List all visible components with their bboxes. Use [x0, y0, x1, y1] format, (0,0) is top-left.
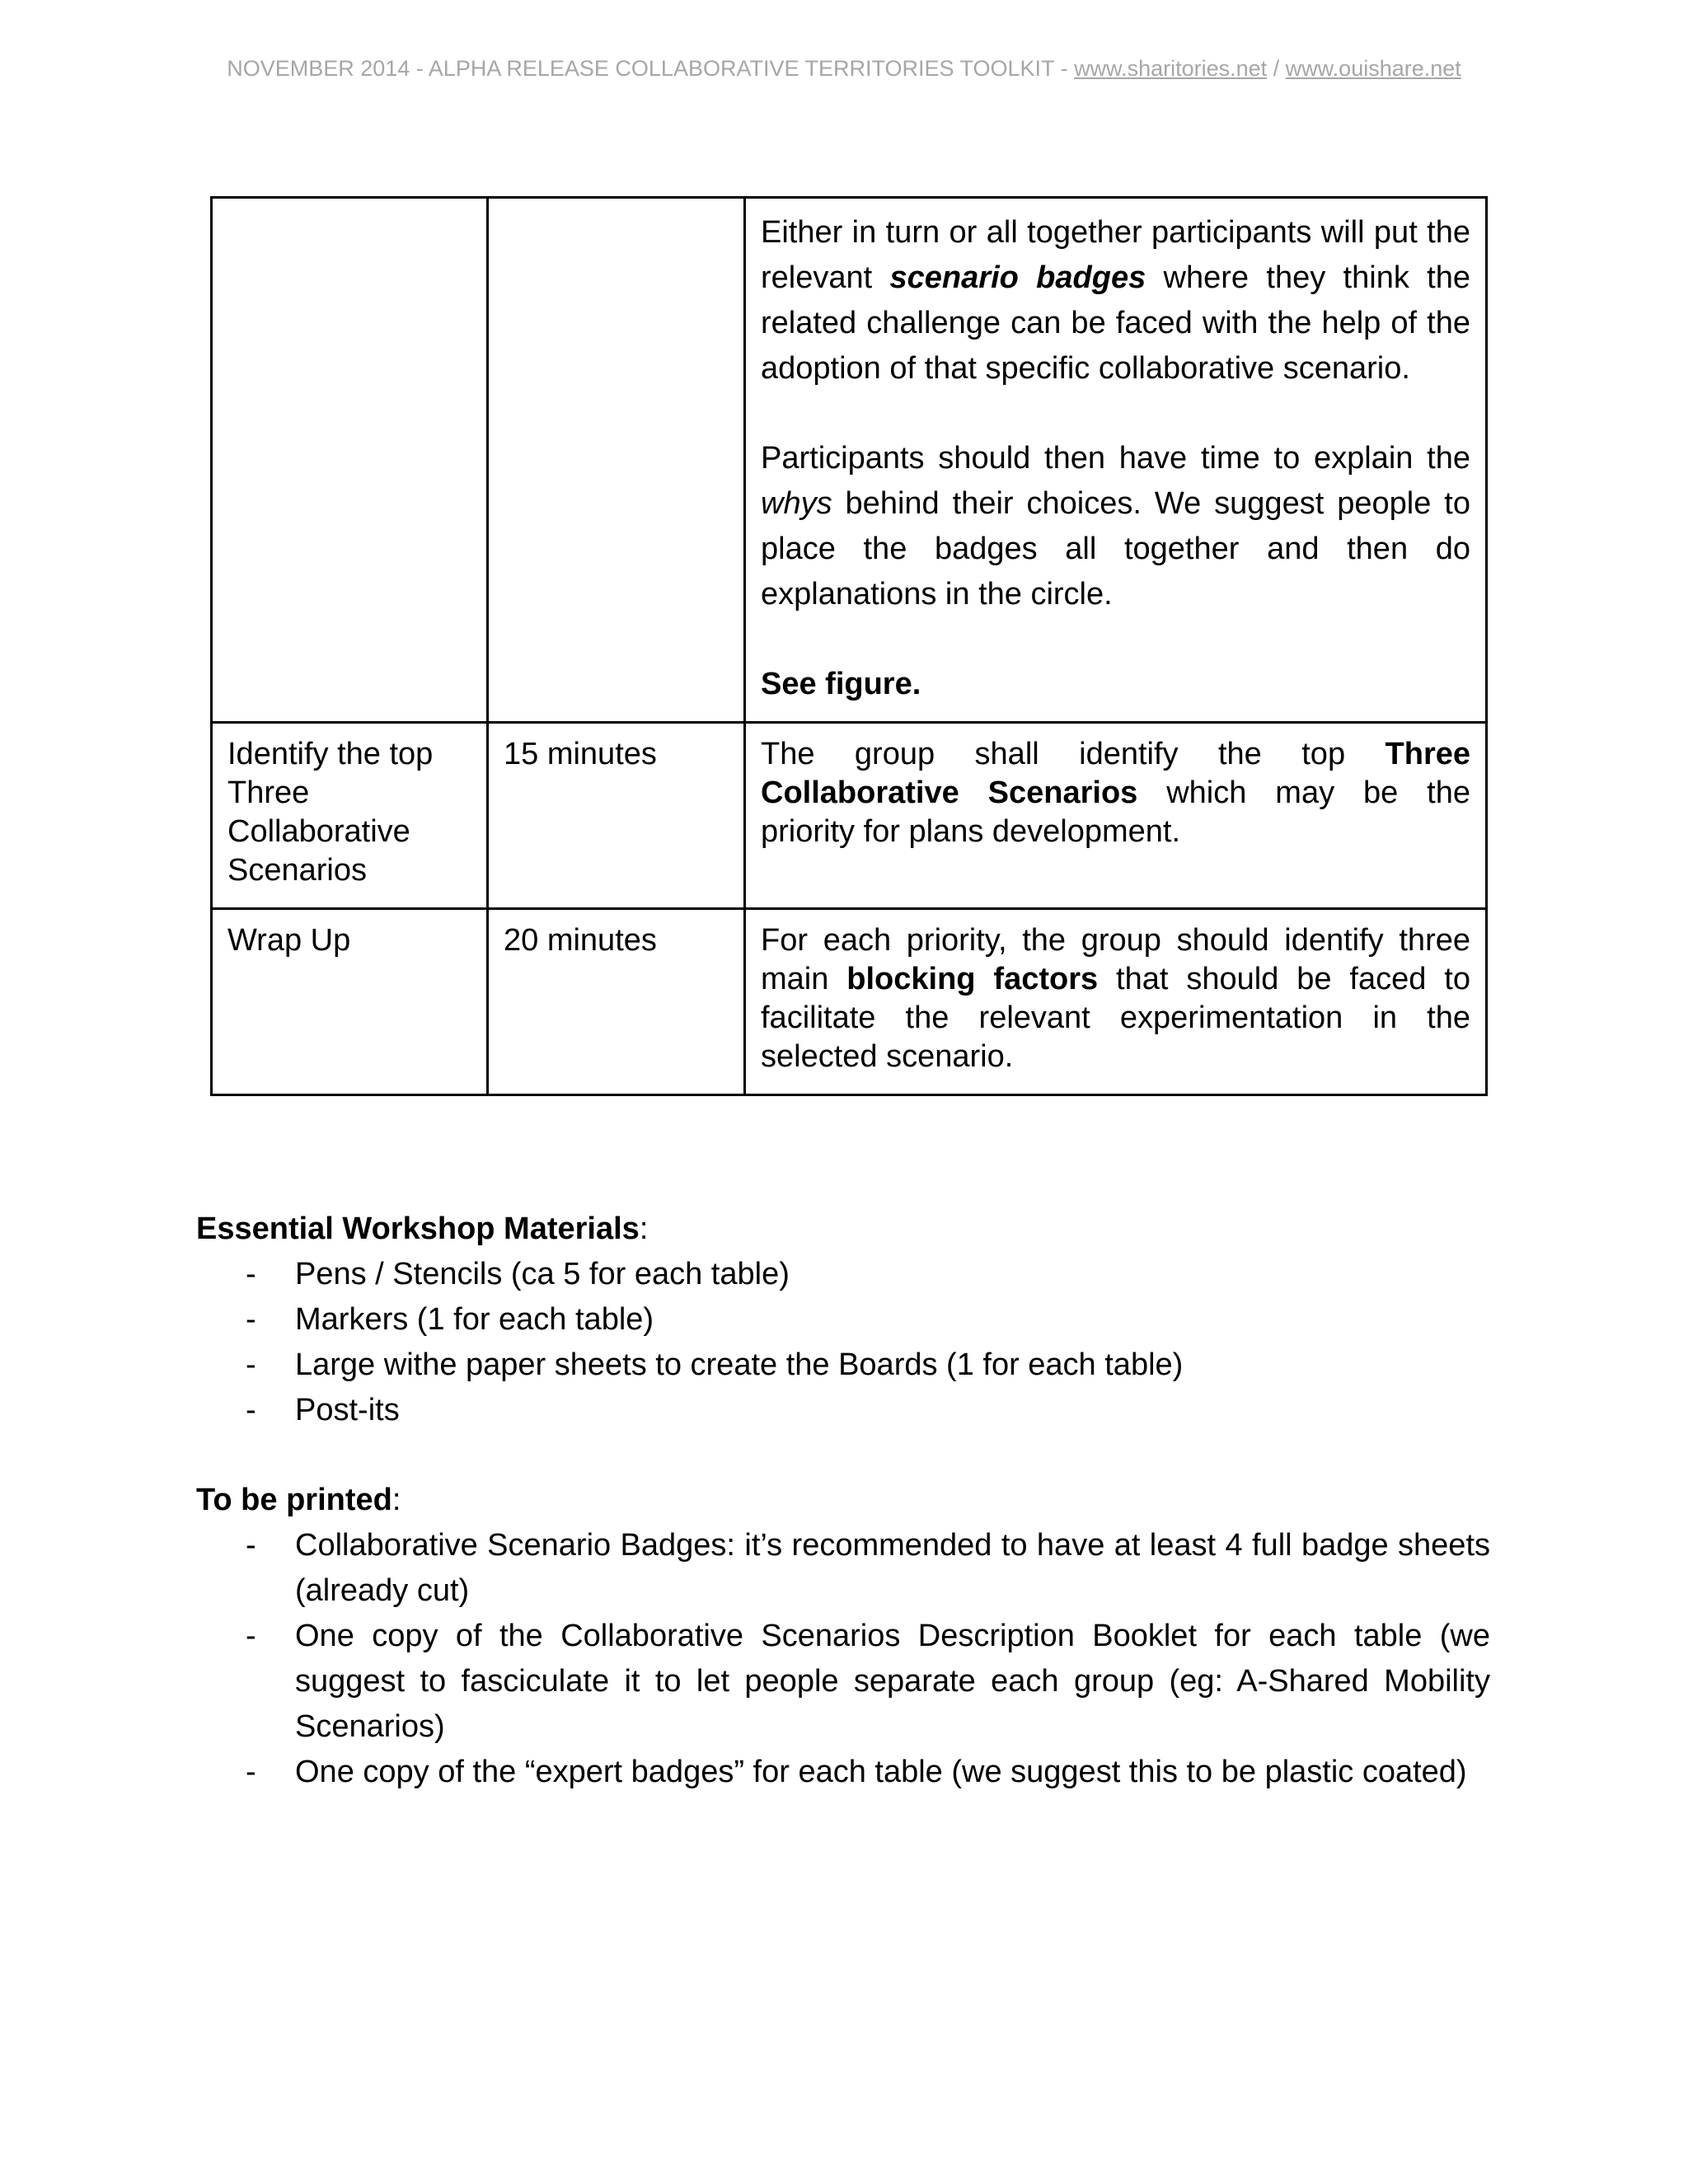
bullet-dash: -: [246, 1755, 256, 1789]
list-item-text: One copy of the Collaborative Scenarios Description Booklet for each table (we suggest to fasciculate it to let people separate each group (eg: A-Shared Mobility Scenarios): [295, 1619, 1490, 1744]
duration-cell: 15 minutes: [488, 723, 745, 909]
text-run: Participants should then have time to explain the: [761, 441, 1470, 476]
see-figure-paragraph: [761, 662, 1470, 707]
printed-list: [196, 1523, 1490, 1795]
duration-cell: 20 minutes: [488, 909, 745, 1095]
heading-colon: :: [639, 1212, 649, 1246]
text-run: The group shall identify the top: [761, 737, 1386, 771]
list-item: [196, 1523, 1490, 1614]
list-item: [196, 1297, 1490, 1343]
see-figure-text: See figure.: [761, 667, 921, 701]
description-cell: [745, 909, 1487, 1095]
activity-cell: Identify the top Three Collaborative Scenarios: [212, 723, 488, 909]
bullet-dash: -: [246, 1347, 256, 1382]
materials-list: [196, 1252, 1490, 1433]
list-item: [196, 1388, 1490, 1433]
printed-heading: [196, 1478, 1490, 1523]
bullet-dash: -: [246, 1257, 256, 1291]
list-item: [196, 1750, 1490, 1795]
header-separator: /: [1267, 56, 1286, 81]
placement-paragraph: [761, 210, 1470, 391]
table-row: [212, 723, 1487, 909]
blocking-factors-emphasis: blocking factors: [846, 962, 1099, 996]
heading-colon: :: [392, 1483, 401, 1517]
text-run: which may be the priority for plans development.: [761, 776, 1470, 849]
text-run: Either in turn or all together participants will put the relevant: [761, 215, 1470, 295]
header-text: NOVEMBER 2014 - ALPHA RELEASE COLLABORATIVE TERRITORIES TOOLKIT -: [227, 56, 1075, 81]
scenario-badges-emphasis: scenario badges: [889, 260, 1146, 295]
printed-section: [196, 1478, 1490, 1795]
activity-cell: [212, 198, 488, 723]
text-run: behind their choices. We suggest people to place the badges all together and then do explanations in the circle.: [761, 486, 1470, 612]
activity-cell: Wrap Up: [212, 909, 488, 1095]
table-row: [212, 909, 1487, 1095]
list-item-text: Post-its: [295, 1393, 400, 1427]
three-collaborative-scenarios-emphasis: Three Collaborative Scenarios: [761, 737, 1470, 810]
ouishare-link[interactable]: www.ouishare.net: [1285, 56, 1461, 81]
sharitories-link[interactable]: www.sharitories.net: [1074, 56, 1268, 81]
description-cell: [745, 723, 1487, 909]
list-item-text: One copy of the “expert badges” for each table (we suggest this to be plastic coated): [295, 1755, 1467, 1789]
materials-section: [196, 1207, 1490, 1433]
bullet-dash: -: [246, 1619, 256, 1653]
heading-text: Essential Workshop Materials: [196, 1212, 640, 1246]
list-item-text: Collaborative Scenario Badges: it’s recommended to have at least 4 full badge sheets (already cut): [295, 1528, 1490, 1608]
list-item: [196, 1343, 1490, 1388]
text-run: where they think the related challenge can be faced with the help of the adoption of that specific collaborative scenario.: [761, 260, 1470, 386]
whys-emphasis: whys: [761, 486, 832, 521]
explanation-paragraph: [761, 436, 1470, 617]
list-item-text: Large withe paper sheets to create the Boards (1 for each table): [295, 1347, 1184, 1382]
list-item-text: Markers (1 for each table): [295, 1302, 654, 1337]
bullet-dash: -: [246, 1528, 256, 1563]
page-header: [0, 56, 1688, 82]
materials-heading: [196, 1207, 1490, 1252]
bullet-dash: -: [246, 1393, 256, 1427]
text-run: For each priority, the group should identify three main: [761, 923, 1470, 996]
description-cell: [745, 198, 1487, 723]
duration-cell: [488, 198, 745, 723]
text-run: that should be faced to facilitate the relevant experimentation in the selected scenario.: [761, 962, 1470, 1074]
bullet-dash: -: [246, 1302, 256, 1337]
list-item: [196, 1614, 1490, 1750]
workshop-schedule-table: [210, 196, 1488, 1096]
heading-text: To be printed: [196, 1483, 392, 1517]
table-row: [212, 198, 1487, 723]
list-item-text: Pens / Stencils (ca 5 for each table): [295, 1257, 790, 1291]
list-item: [196, 1252, 1490, 1297]
